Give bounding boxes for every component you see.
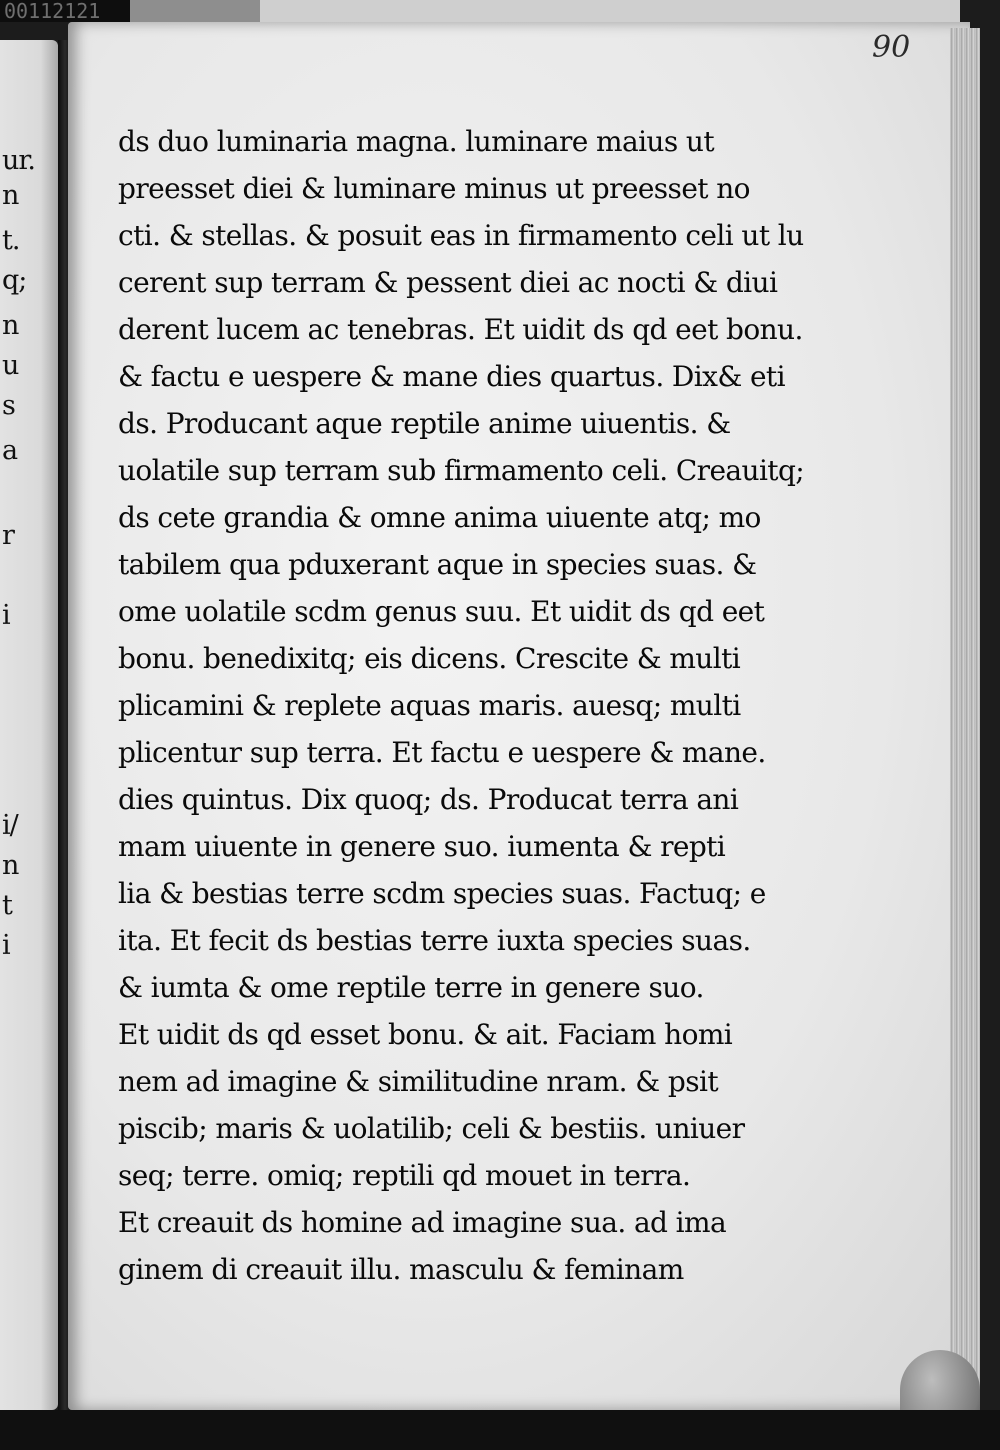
left-page-fragment: a (2, 435, 18, 466)
left-page-fragment: s (2, 390, 15, 421)
manuscript-line: cti. & stellas. & posuit eas in firmamento celi ut lu (118, 219, 804, 252)
left-page-fragment: n (2, 180, 19, 211)
left-page-fragment: u (2, 350, 19, 381)
manuscript-line: ginem di creauit illu. masculu & feminam (118, 1253, 684, 1286)
manuscript-line: cerent sup terram & pessent diei ac nocti & diui (118, 266, 778, 299)
manuscript-line: ds cete grandia & omne anima uiuente atq; mo (118, 501, 761, 534)
left-page-fragment: q; (2, 265, 27, 296)
page-edges (950, 28, 980, 1408)
left-page-fragment: i (2, 930, 10, 961)
manuscript-line: lia & bestias terre scdm species suas. Factuq; e (118, 877, 766, 910)
manuscript-line: ds duo luminaria magna. luminare maius ut (118, 125, 715, 158)
left-page-fragment: n (2, 850, 19, 881)
manuscript-text-block (118, 118, 808, 1293)
manuscript-line: mam uiuente in genere suo. iumenta & repti (118, 830, 726, 863)
left-page-fragment: i (2, 600, 10, 631)
manuscript-line: ome uolatile scdm genus suu. Et uidit ds qd eet (118, 595, 765, 628)
left-page-fragment: t (2, 890, 12, 921)
left-page (0, 40, 58, 1410)
bottom-shadow (0, 1410, 1000, 1450)
left-page-fragment: ur. (2, 145, 35, 176)
manuscript-line: & factu e uespere & mane dies quartus. Dix& eti (118, 360, 785, 393)
manuscript-line: derent lucem ac tenebras. Et uidit ds qd eet bonu. (118, 313, 803, 346)
manuscript-line: ita. Et fecit ds bestias terre iuxta species suas. (118, 924, 751, 957)
manuscript-line: dies quintus. Dix quoq; ds. Producat terra ani (118, 783, 739, 816)
left-page-fragment: n (2, 310, 19, 341)
manuscript-line: Et uidit ds qd esset bonu. & ait. Faciam homi (118, 1018, 733, 1051)
manuscript-line: preesset diei & luminare minus ut preesset no (118, 172, 750, 205)
left-page-fragment: t. (2, 225, 20, 256)
manuscript-line: seq; terre. omiq; reptili qd mouet in terra. (118, 1159, 691, 1192)
manuscript-line: plicamini & replete aquas maris. auesq; multi (118, 689, 741, 722)
left-page-fragment: r (2, 520, 14, 551)
manuscript-line: bonu. benedixitq; eis dicens. Crescite & multi (118, 642, 741, 675)
manuscript-line: uolatile sup terram sub firmamento celi. Creauitq; (118, 454, 805, 487)
scan-id-label: 00112121 (0, 0, 134, 22)
manuscript-line: & iumta & ome reptile terre in genere suo. (118, 971, 704, 1004)
manuscript-line: nem ad imagine & similitudine nram. & psit (118, 1065, 718, 1098)
left-page-fragment: i/ (2, 810, 18, 841)
manuscript-line: ds. Producant aque reptile anime uiuentis. & (118, 407, 731, 440)
manuscript-line: plicentur sup terra. Et factu e uespere & mane. (118, 736, 766, 769)
manuscript-line: piscib; maris & uolatilib; celi & bestiis. uniuer (118, 1112, 745, 1145)
folio-number: 90 (872, 30, 911, 65)
manuscript-line: Et creauit ds homine ad imagine sua. ad ima (118, 1206, 727, 1239)
manuscript-line: tabilem qua pduxerant aque in species suas. & (118, 548, 757, 581)
